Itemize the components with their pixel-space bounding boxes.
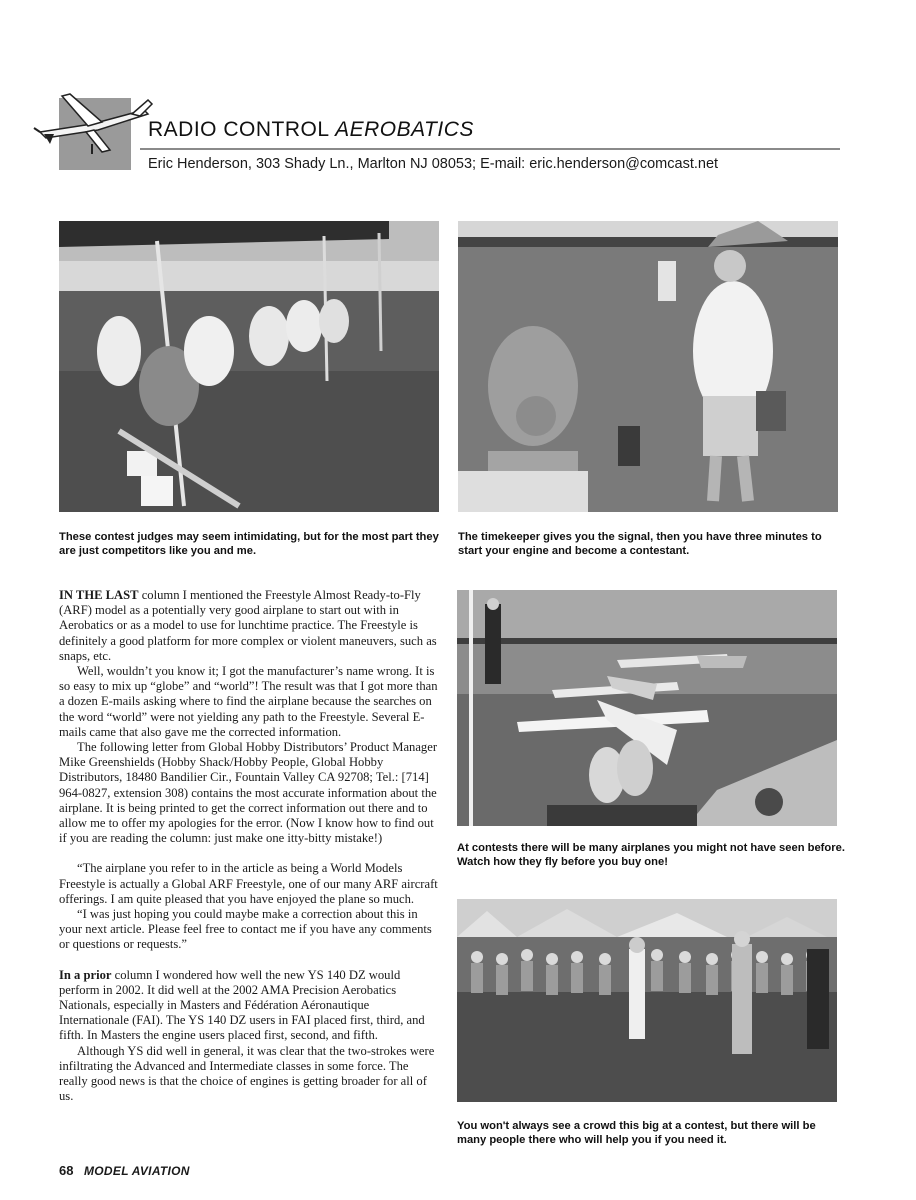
photo-crowd (457, 899, 837, 1102)
photo-judges (59, 221, 439, 512)
intro-text: column I mentioned the Freestyle Almost Ready-to-Fly (ARF) model as a potentially very good airplane to start out with in Aerobatics or as a model to use for lunchtime practice. The Freestyle is definitely a good platform for more complex or violent maneuvers, such as snaps, etc. (59, 588, 437, 663)
header-rule (140, 148, 840, 150)
column-title-emphasis: AEROBATICS (335, 118, 474, 141)
paragraph-ys-engine (59, 968, 439, 1044)
caption-airplanes: At contests there will be many airplanes you might not have seen before. Watch how they fly before you buy one! (457, 842, 845, 868)
paragraph-intro (59, 588, 439, 664)
author-byline: Eric Henderson, 303 Shady Ln., Marlton NJ 08053; E-mail: eric.henderson@comcast.net (148, 156, 719, 172)
page-number: 68 (59, 1163, 74, 1178)
letter-quote-2: “I was just hoping you could maybe make a correction about this in your next article. Please feel free to contact me if you have any comments or questions or requests.” (59, 907, 432, 952)
caption-timekeeper: The timekeeper gives you the signal, then you have three minutes to start your engine and become a contestant. (458, 531, 822, 557)
paragraph-two-strokes: Although YS did well in general, it was clear that the two-strokes were infiltrating the Advanced and Intermediate classes in some force. The really good news is that the choice of engines is getting broader for all of us. (59, 1043, 435, 1104)
photo-airplanes (457, 590, 837, 826)
ys-lead: In a prior (59, 967, 112, 982)
caption-judges: These contest judges may seem intimidating, but for the most part they are just competitors like you and me. (59, 531, 439, 557)
column-title (148, 118, 474, 142)
letter-quote-1: “The airplane you refer to in the article as being a World Models Freestyle is actually a Global ARF Freestyle, one of our many ARF aircraft offerings. I am quite pleased that you have enjoyed the plane so much. (59, 861, 438, 906)
paragraph-correction: Well, wouldn’t you know it; I got the manufacturer’s name wrong. It is so easy to mix up “globe” and “world”! The result was that I got more than a dozen E-mails asking where to find the airplane because the searches on the word “world” were not yielding any path to the Freestyle. Several E-mails came that also gave me the corrected information. (59, 664, 438, 739)
magazine-name: MODEL AVIATION (84, 1164, 190, 1178)
paragraph-letter-intro: The following letter from Global Hobby Distributors’ Product Manager Mike Greenshields (Hobby Shack/Hobby People, Global Hobby Distributors, 18480 Bandilier Cir., Fountain Valley CA 92708; Tel.: [714] 964-0827, extension 308) contains the most accurate information about the airplane. It is being printed to get the correct information out there and to allow me to offer my apologies for the error. (Now I know how to find out if you are reading the column: just make one itty-bitty mistake!) (59, 740, 438, 846)
ys-text: column I wondered how well the new YS 140 DZ would perform in 2002. It did well at the 2002 AMA Precision Aerobatics Nationals, especially in Masters and Fédération Aéronautique Internationale (FAI). The YS 140 DZ users in FAI placed first, third, and fifth. In Masters the engine users placed first, second, and fifth. (59, 967, 425, 1043)
intro-lead: IN THE LAST (59, 588, 139, 602)
column-title-plain: RADIO CONTROL (148, 118, 329, 141)
caption-crowd: You won't always see a crowd this big at a contest, but there will be many people there who will help you if you need it. (457, 1120, 816, 1146)
article-body (59, 588, 439, 1105)
photo-timekeeper (458, 221, 838, 512)
